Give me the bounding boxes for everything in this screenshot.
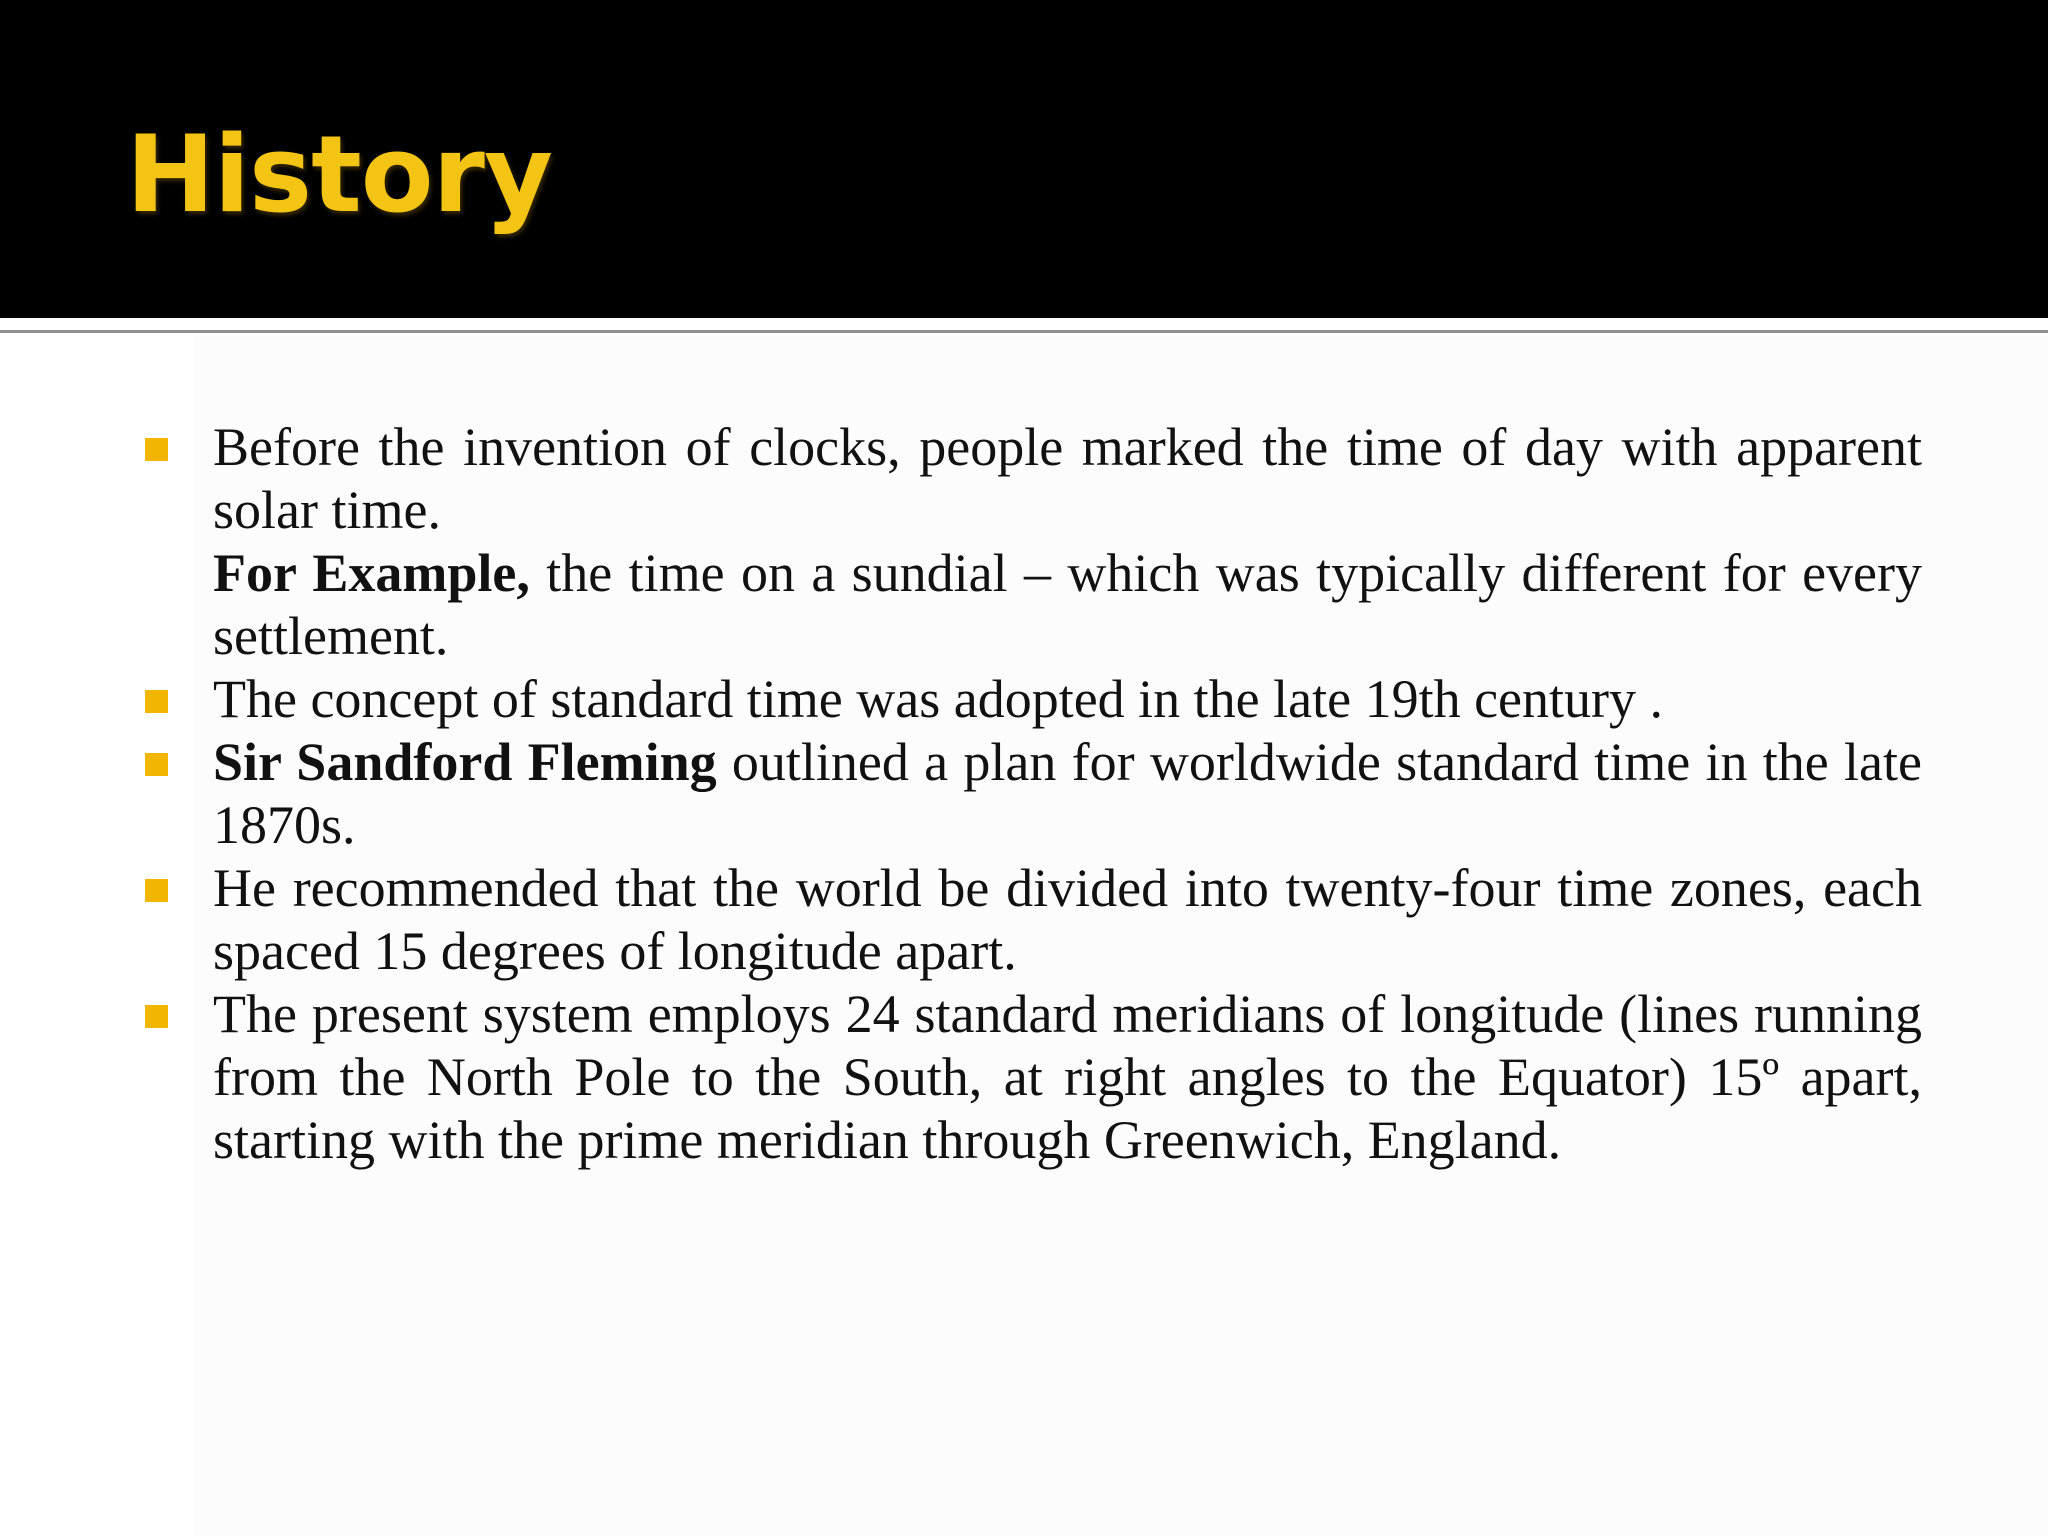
example-text (213, 542, 1922, 668)
bullet-item-solar-time (145, 416, 1922, 668)
title-separator-white (0, 318, 2048, 330)
slide-title: History (126, 113, 553, 236)
square-bullet-icon (145, 1005, 168, 1028)
bullet-list (145, 416, 1922, 1172)
square-bullet-icon (145, 879, 168, 902)
bullet-item-time-zones (145, 857, 1922, 983)
example-body: the time on a sundial – which was typically different for every settlement. (213, 543, 1922, 666)
square-bullet-icon (145, 438, 168, 461)
bullet-item-fleming (145, 731, 1922, 857)
bullet-text: Before the invention of clocks, people marked the time of day with apparent solar time. (213, 417, 1922, 540)
bullet-item-meridians (145, 983, 1922, 1172)
square-bullet-icon (145, 753, 168, 776)
bullet-text: The present system employs 24 standard meridians of longitude (lines running from the North Pole to the South, at right angles to the Equator) 15º apart, starting with the prime meridian through Greenwich, England. (213, 984, 1922, 1170)
fleming-body: outlined a plan for worldwide standard time in the late 1870s. (213, 732, 1922, 855)
bullet-text (213, 731, 1922, 857)
title-bar (0, 0, 2048, 318)
square-bullet-icon (145, 690, 168, 713)
title-separator-line (0, 330, 2048, 333)
bullet-text: The concept of standard time was adopted in the late 19th century . (213, 669, 1664, 729)
bullet-text: He recommended that the world be divided into twenty-four time zones, each spaced 15 degrees of longitude apart. (213, 858, 1922, 981)
bullet-item-standard-time (145, 668, 1922, 731)
fleming-name: Sir Sandford Fleming (213, 732, 717, 792)
example-label: For Example, (213, 543, 530, 603)
